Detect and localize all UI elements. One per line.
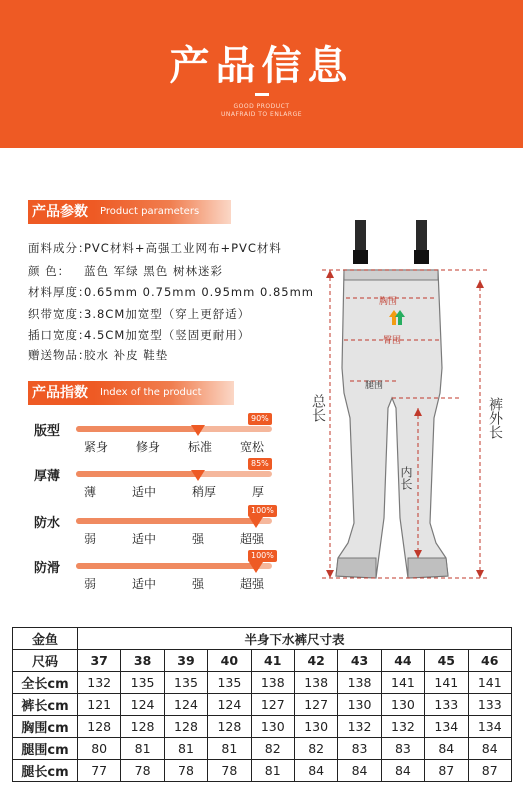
table-cell: 132 xyxy=(78,672,121,694)
index-marker xyxy=(191,470,205,481)
row-label: 胸围cm xyxy=(13,716,78,738)
index-marker xyxy=(191,425,205,436)
hip-label: 臀围 xyxy=(382,336,402,346)
table-cell: 132 xyxy=(338,716,381,738)
table-cell: 77 xyxy=(78,760,121,782)
index-percent-badge: 90% xyxy=(248,413,272,425)
param-key: 面料成分： xyxy=(28,241,91,255)
thigh-label: 腿围 xyxy=(364,381,384,391)
table-cell: 84 xyxy=(294,760,337,782)
index-name: 防滑 xyxy=(34,561,61,576)
table-cell: 135 xyxy=(121,672,164,694)
table-cell: 82 xyxy=(294,738,337,760)
table-cell: 81 xyxy=(251,760,294,782)
table-cell: 127 xyxy=(251,694,294,716)
table-cell: 84 xyxy=(468,738,511,760)
param-row xyxy=(28,327,250,343)
table-cell: 37 xyxy=(78,650,121,672)
table-cell: 83 xyxy=(381,738,424,760)
index-fill xyxy=(76,518,256,524)
index-level-label: 修身 xyxy=(135,440,160,454)
params-section-header xyxy=(28,200,231,224)
index-percent-badge: 85% xyxy=(248,458,272,470)
param-value: 蓝色 军绿 黑色 树林迷彩 xyxy=(84,264,223,278)
table-brand: 金鱼 xyxy=(13,628,78,650)
param-value: 胶水 补皮 鞋垫 xyxy=(84,348,169,362)
table-cell: 44 xyxy=(381,650,424,672)
table-cell: 133 xyxy=(425,694,468,716)
right-boot xyxy=(408,558,448,578)
table-cell: 81 xyxy=(121,738,164,760)
title-underline xyxy=(255,93,269,96)
index-level-label: 宽松 xyxy=(239,440,264,454)
index-level-label: 强 xyxy=(191,532,204,546)
index-percent-badge: 100% xyxy=(248,550,277,562)
table-title: 半身下水裤尺寸表 xyxy=(78,628,512,650)
index-labels xyxy=(84,530,264,547)
index-level-label: 薄 xyxy=(84,485,97,499)
index-labels xyxy=(84,438,264,455)
page-title: 产品信息 xyxy=(169,43,354,89)
table-cell: 80 xyxy=(78,738,121,760)
table-cell: 121 xyxy=(78,694,121,716)
table-cell: 81 xyxy=(164,738,207,760)
row-label: 腿长cm xyxy=(13,760,78,782)
index-section-header xyxy=(28,381,234,405)
index-fill xyxy=(76,563,256,569)
table-cell: 133 xyxy=(468,694,511,716)
index-section-subtitle: Index of the product xyxy=(94,381,234,405)
table-header-row xyxy=(13,628,512,650)
table-cell: 124 xyxy=(164,694,207,716)
table-cell: 78 xyxy=(121,760,164,782)
index-level-label: 紧身 xyxy=(84,440,109,454)
table-cell: 42 xyxy=(294,650,337,672)
index-level-label: 厚 xyxy=(251,485,264,499)
index-name: 版型 xyxy=(34,424,61,439)
index-percent-badge: 100% xyxy=(248,505,277,517)
table-row xyxy=(13,694,512,716)
row-label: 腿围cm xyxy=(13,738,78,760)
param-row xyxy=(28,306,250,322)
table-row xyxy=(13,738,512,760)
table-cell: 141 xyxy=(425,672,468,694)
table-cell: 38 xyxy=(121,650,164,672)
table-cell: 128 xyxy=(121,716,164,738)
table-cell: 135 xyxy=(164,672,207,694)
params-section-title: 产品参数 xyxy=(28,200,94,224)
table-cell: 127 xyxy=(294,694,337,716)
index-level-label: 强 xyxy=(191,577,204,591)
banner-subtitle-1: GOOD PRODUCT xyxy=(233,103,290,110)
index-section-title: 产品指数 xyxy=(28,381,94,405)
index-level-label: 适中 xyxy=(131,577,156,591)
table-cell: 43 xyxy=(338,650,381,672)
param-row xyxy=(28,284,314,300)
index-marker xyxy=(249,517,263,528)
wader-diagram xyxy=(300,218,510,608)
index-level-label: 弱 xyxy=(84,532,97,546)
row-label: 裤长cm xyxy=(13,694,78,716)
table-cell: 78 xyxy=(208,760,251,782)
index-level-label: 适中 xyxy=(131,532,156,546)
table-cell: 39 xyxy=(164,650,207,672)
index-row xyxy=(34,551,274,617)
index-track xyxy=(76,414,272,432)
table-cell: 82 xyxy=(251,738,294,760)
inner-length-label: 内长 xyxy=(399,466,413,490)
index-name: 防水 xyxy=(34,516,61,531)
table-row xyxy=(13,716,512,738)
table-cell: 46 xyxy=(468,650,511,672)
table-cell: 135 xyxy=(208,672,251,694)
total-length-label: 总长 xyxy=(310,394,326,422)
param-key: 材料厚度： xyxy=(28,285,91,299)
left-buckle xyxy=(353,250,368,264)
table-cell: 138 xyxy=(338,672,381,694)
table-cell: 81 xyxy=(208,738,251,760)
table-cell: 40 xyxy=(208,650,251,672)
index-track xyxy=(76,459,272,477)
table-cell: 45 xyxy=(425,650,468,672)
table-cell: 84 xyxy=(381,760,424,782)
table-cell: 41 xyxy=(251,650,294,672)
row-label: 尺码 xyxy=(13,650,78,672)
table-cell: 84 xyxy=(338,760,381,782)
index-level-label: 标准 xyxy=(187,440,212,454)
table-cell: 87 xyxy=(425,760,468,782)
table-cell: 128 xyxy=(78,716,121,738)
table-cell: 130 xyxy=(294,716,337,738)
param-value: 3.8CM加宽型（穿上更舒适） xyxy=(84,307,251,321)
header-banner xyxy=(0,0,523,148)
chest-label: 胸围 xyxy=(378,297,398,307)
param-row xyxy=(28,263,223,279)
param-key: 颜 色： xyxy=(28,264,71,278)
index-name: 厚薄 xyxy=(34,469,61,484)
param-row xyxy=(28,240,282,256)
table-cell: 138 xyxy=(294,672,337,694)
table-cell: 141 xyxy=(468,672,511,694)
param-key: 织带宽度： xyxy=(28,307,91,321)
table-cell: 130 xyxy=(338,694,381,716)
table-row xyxy=(13,672,512,694)
index-level-label: 稍厚 xyxy=(191,485,216,499)
index-track xyxy=(76,551,274,569)
param-value: 0.65mm 0.75mm 0.95mm 0.85mm xyxy=(84,285,315,299)
table-cell: 83 xyxy=(338,738,381,760)
param-row xyxy=(28,347,168,363)
table-cell: 130 xyxy=(251,716,294,738)
size-table xyxy=(12,627,512,782)
table-cell: 141 xyxy=(381,672,424,694)
table-cell: 128 xyxy=(164,716,207,738)
index-fill xyxy=(76,471,198,477)
index-labels xyxy=(84,575,264,592)
index-labels xyxy=(84,483,264,500)
table-cell: 132 xyxy=(381,716,424,738)
index-level-label: 适中 xyxy=(131,485,156,499)
param-key: 赠送物品： xyxy=(28,348,91,362)
table-row xyxy=(13,650,512,672)
index-level-label: 超强 xyxy=(239,577,264,591)
table-cell: 87 xyxy=(468,760,511,782)
right-buckle xyxy=(414,250,429,264)
banner-subtitle-2: UNAFRAID TO ENLARGE xyxy=(220,111,303,118)
table-cell: 124 xyxy=(121,694,164,716)
param-value: 4.5CM加宽型（竖固更耐用） xyxy=(84,328,251,342)
outer-length-label: 裤外长 xyxy=(487,397,503,439)
wader-top-band xyxy=(344,270,438,280)
table-cell: 134 xyxy=(468,716,511,738)
row-label: 全长cm xyxy=(13,672,78,694)
table-cell: 130 xyxy=(381,694,424,716)
table-cell: 124 xyxy=(208,694,251,716)
param-key: 插口宽度： xyxy=(28,328,91,342)
table-cell: 138 xyxy=(251,672,294,694)
index-track xyxy=(76,506,274,524)
index-level-label: 超强 xyxy=(239,532,264,546)
table-cell: 128 xyxy=(208,716,251,738)
param-value: PVC材料+高强工业网布+PVC材料 xyxy=(84,241,282,255)
index-fill xyxy=(76,426,198,432)
params-section-subtitle: Product parameters xyxy=(94,200,231,224)
table-cell: 134 xyxy=(425,716,468,738)
index-level-label: 弱 xyxy=(84,577,97,591)
index-marker xyxy=(249,562,263,573)
table-cell: 78 xyxy=(164,760,207,782)
table-cell: 84 xyxy=(425,738,468,760)
left-boot xyxy=(336,558,376,578)
table-row xyxy=(13,760,512,782)
